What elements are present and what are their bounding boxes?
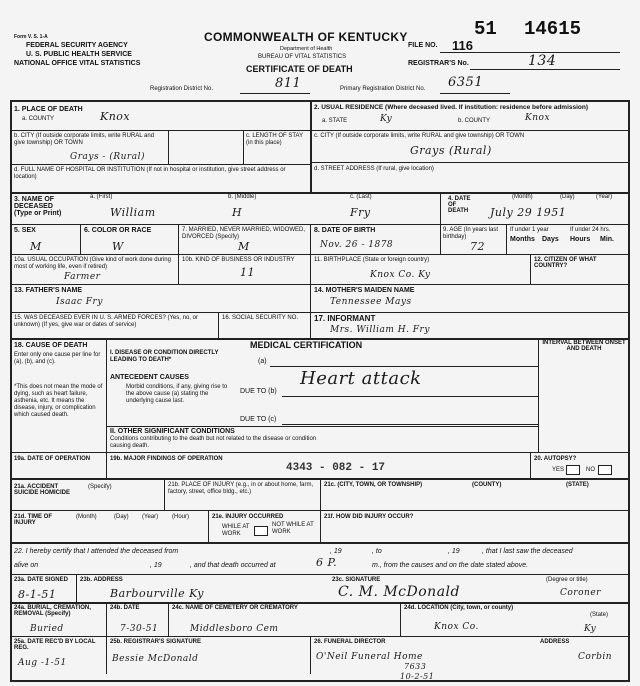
time-col-year: (Year) xyxy=(142,514,159,520)
pod-county-value: Knox xyxy=(100,110,131,123)
cause-section-note: Enter only one cause per line for (a), (b), and (c). xyxy=(14,352,101,365)
degree-value: Coroner xyxy=(560,588,601,598)
cert-line-2c: , and that death occurred at xyxy=(190,562,276,569)
age-days: Days xyxy=(542,236,559,243)
armed-forces-label: 15. WAS DECEASED EVER IN U. S. ARMED FORCES? (Yes, no, or unknown) (If yes, give war or dates of service) xyxy=(14,315,198,328)
certificate-title: CERTIFICATE OF DEATH xyxy=(246,64,353,74)
race-value: W xyxy=(112,240,124,253)
cert-line-1e: , that I last saw the deceased xyxy=(482,548,573,555)
place-of-death-section: 1. PLACE OF DEATH xyxy=(14,106,83,113)
funeral-director-value: O'Neil Funeral Home xyxy=(316,652,423,662)
registrar-signature-label: 25b. REGISTRAR'S SIGNATURE xyxy=(110,639,201,645)
res-county-label: b. COUNTY xyxy=(458,118,491,124)
pod-county-label: a. COUNTY xyxy=(22,116,55,122)
funeral-address-value: Corbin xyxy=(578,652,613,662)
burial-label: 24a. BURIAL, CREMATION, REMOVAL (Specify) xyxy=(14,605,91,617)
cert-line-1c: , to xyxy=(372,548,382,555)
interval-label: INTERVAL BETWEEN ONSET AND DEATH xyxy=(542,340,626,352)
primary-district-label: Primary Registration District No. xyxy=(340,86,426,92)
funeral-address-label: ADDRESS xyxy=(540,639,570,645)
morbid-note: Morbid conditions, if any, giving rise to the above cause (a) stating the underlying cause last. xyxy=(126,384,228,404)
cert-line-2d: m., from the causes and on the date stated above. xyxy=(372,562,529,569)
agency-line-2: U. S. PUBLIC HEALTH SERVICE xyxy=(26,51,132,58)
funeral-director-label: 26. FUNERAL DIRECTOR xyxy=(314,639,386,645)
file-no-value: 116 xyxy=(452,38,473,53)
residence-section: 2. USUAL RESIDENCE (Where deceased lived. If institution: residence before admission) xyxy=(314,104,589,111)
res-state-label: a. STATE xyxy=(322,118,348,124)
res-city-value: Grays (Rural) xyxy=(410,144,492,157)
marital-label: 7. MARRIED, NEVER MARRIED, WIDOWED, DIVORCED (Specify) xyxy=(182,227,306,240)
agency-line-3: NATIONAL OFFICE VITAL STATISTICS xyxy=(14,60,141,67)
operation-date-label: 19a. DATE OF OPERATION xyxy=(14,456,91,462)
birth-label: 8. DATE OF BIRTH xyxy=(314,227,376,234)
autopsy-no-checkbox[interactable] xyxy=(598,465,612,475)
pod-city-value: Grays - (Rural) xyxy=(70,152,145,162)
a-label: (a) xyxy=(258,358,267,365)
burial-date-value: 7-30-51 xyxy=(120,624,159,634)
bottom-stamp-2: 10-2-51 xyxy=(400,672,435,681)
primary-district-value: 6351 xyxy=(448,75,484,90)
business-label: 10b. KIND OF BUSINESS OR INDUSTRY xyxy=(182,257,295,263)
bureau: BUREAU OF VITAL STATISTICS xyxy=(258,54,347,60)
res-county-value: Knox xyxy=(525,113,551,123)
time-col-hour: (Hour) xyxy=(172,514,190,520)
department: Department of Health xyxy=(280,46,333,52)
dod-day-label: (Day) xyxy=(560,194,575,200)
date-of-death-label: 4. DATE OF DEATH xyxy=(448,196,471,214)
injury-occurred-label: 21e. INJURY OCCURRED xyxy=(212,514,284,520)
accident-label: 21a. ACCIDENT SUICIDE HOMICIDE xyxy=(14,484,71,496)
place-of-injury-label: 21b. PLACE OF INJURY (e.g., in or about home, farm, factory, street, office bldg., etc.) xyxy=(168,482,314,495)
registrar-no-label: REGISTRAR'S No. xyxy=(408,60,469,67)
cert-address-label: 23b. ADDRESS xyxy=(80,577,123,583)
birthplace-value: Knox Co. Ky xyxy=(370,270,431,280)
not-while-at-work-label: NOT WHILE AT WORK xyxy=(272,522,314,535)
sex-value: M xyxy=(30,240,42,253)
while-at-work-label: WHILE AT WORK xyxy=(222,524,250,537)
due-to-b-label: DUE TO (b) xyxy=(240,388,277,395)
how-injury-label: 21f. HOW DID INJURY OCCUR? xyxy=(324,514,414,520)
location-state-value: Ky xyxy=(584,624,597,634)
injury-city-label: 21c. (CITY, TOWN, OR TOWNSHIP) xyxy=(324,482,423,488)
accident-specify-label: (Specify) xyxy=(88,484,112,490)
date-signed-value: 8-1-51 xyxy=(18,588,57,601)
autopsy-yes-checkbox[interactable] xyxy=(566,465,580,475)
pod-hospital-label: d. FULL NAME OF HOSPITAL OR INSTITUTION (If not in hospital or institution, give street address or location) xyxy=(14,167,286,180)
father-label: 13. FATHER'S NAME xyxy=(14,287,83,294)
registration-district-value: 811 xyxy=(275,76,302,91)
death-time-value: 6 P. xyxy=(316,556,338,569)
date-of-death-value: July 29 1951 xyxy=(490,206,567,219)
cert-address-value: Barbourville Ky xyxy=(110,587,204,600)
age-under-24h: If under 24 hrs. xyxy=(570,227,611,233)
res-city-label: c. CITY (If outside corporate limits, write RURAL and give township) OR TOWN xyxy=(314,133,525,139)
birthplace-label: 11. BIRTHPLACE (State or foreign country) xyxy=(314,257,430,263)
first-name-value: William xyxy=(110,206,156,219)
registrar-no-value: 134 xyxy=(528,53,557,69)
informant-label: 17. INFORMANT xyxy=(314,314,376,323)
cert-line-2b: , 19 xyxy=(150,562,162,569)
marital-value: M xyxy=(238,240,250,253)
occupation-label: 10a. USUAL OCCUPATION (Give kind of work done during most of working life, even if retired) xyxy=(14,257,171,270)
degree-label: (Degree or title) xyxy=(546,577,588,583)
res-street-label: d. STREET ADDRESS (If rural, give location) xyxy=(314,166,434,172)
form-number: Form V. S. 1-A xyxy=(14,34,48,40)
age-min: Min. xyxy=(600,236,614,243)
antecedent-label: ANTECEDENT CAUSES xyxy=(110,374,189,381)
age-hours: Hours xyxy=(570,236,591,243)
while-at-work-checkbox[interactable] xyxy=(254,526,268,536)
name-section: 3. NAME OF DECEASED (Type or Print) xyxy=(14,196,62,217)
age-under-1y: If under 1 year xyxy=(510,227,549,233)
informant-value: Mrs. William H. Fry xyxy=(330,325,430,335)
other-conditions-label: II. OTHER SIGNIFICANT CONDITIONS xyxy=(110,428,235,435)
res-state-value: Ky xyxy=(380,114,393,124)
ssn-label: 16. SOCIAL SECURITY NO. xyxy=(222,315,299,321)
signature-value: C. M. McDonald xyxy=(338,584,460,600)
location-value: Knox Co. xyxy=(434,622,479,632)
pod-stay-label: c. LENGTH OF STAY (in this place) xyxy=(246,133,304,146)
state-title: COMMONWEALTH OF KENTUCKY xyxy=(204,30,408,44)
sex-label: 5. SEX xyxy=(14,227,36,234)
time-col-month: (Month) xyxy=(76,514,97,520)
cemetery-label: 24c. NAME OF CEMETERY OR CREMATORY xyxy=(172,605,298,611)
father-value: Isaac Fry xyxy=(56,297,103,307)
last-name-label: c. (Last) xyxy=(350,194,372,200)
stamp-number: 4343 - 082 - 17 xyxy=(286,462,386,474)
time-of-injury-label: 21d. TIME OF INJURY xyxy=(14,514,53,526)
agency-line-1: FEDERAL SECURITY AGENCY xyxy=(26,42,128,49)
due-to-c-label: DUE TO (c) xyxy=(240,416,277,423)
signature-label: 23c. SIGNATURE xyxy=(332,577,381,583)
middle-name-label: b. (Middle) xyxy=(228,194,257,200)
due-to-b-value: Heart attack xyxy=(300,368,422,389)
cert-line-1b: , 19 xyxy=(330,548,342,555)
business-value: 11 xyxy=(240,266,255,279)
registration-district-label: Registration District No. xyxy=(150,86,214,92)
cause-footnote: *This does not mean the mode of dying, such as heart failure, asthenia, etc. It means the disease, injury, or complication which caused death. xyxy=(14,384,103,418)
last-name-value: Fry xyxy=(350,206,371,219)
dod-year-label: (Year) xyxy=(596,194,613,200)
file-no-label: FILE NO. xyxy=(408,42,438,49)
bottom-stamp-1: 7633 xyxy=(404,662,427,671)
location-state-label: (State) xyxy=(590,612,609,618)
cert-line-1a: 22. I hereby certify that I attended the deceased from xyxy=(14,548,179,555)
cause-section-label: 18. CAUSE OF DEATH xyxy=(14,342,88,349)
injury-county-label: (COUNTY) xyxy=(472,482,502,488)
file-stamp-1: 51 xyxy=(474,18,497,40)
time-col-day: (Day) xyxy=(114,514,129,520)
medical-certification-title: MEDICAL CERTIFICATION xyxy=(250,340,363,350)
operation-findings-label: 19b. MAJOR FINDINGS OF OPERATION xyxy=(110,456,223,462)
age-label: 9. AGE (In years last birthday) xyxy=(443,227,499,240)
middle-name-value: H xyxy=(232,206,243,219)
registrar-signature-value: Bessie McDonald xyxy=(112,654,199,664)
burial-value: Buried xyxy=(30,624,64,634)
burial-date-label: 24b. DATE xyxy=(110,605,140,611)
autopsy-yes-label: YES xyxy=(552,467,565,473)
pod-city-label: b. CITY (If outside corporate limits, write RURAL and give township) OR TOWN xyxy=(14,133,155,146)
date-signed-label: 23a. DATE SIGNED xyxy=(14,577,68,583)
cert-line-1d: , 19 xyxy=(448,548,460,555)
other-conditions-note: Conditions contributing to the death but not related to the disease or condition causing death. xyxy=(110,436,317,449)
disease-label: I. DISEASE OR CONDITION DIRECTLY LEADING TO DEATH* xyxy=(110,350,219,363)
date-received-value: Aug -1-51 xyxy=(18,658,67,668)
first-name-label: a. (First) xyxy=(90,194,113,200)
injury-state-label: (STATE) xyxy=(566,482,589,488)
mother-value: Tennessee Mays xyxy=(330,297,412,307)
cert-line-2a: alive on xyxy=(14,562,39,569)
occupation-value: Farmer xyxy=(64,272,101,282)
mother-label: 14. MOTHER'S MAIDEN NAME xyxy=(314,287,415,294)
birth-value: Nov. 26 - 1878 xyxy=(320,240,394,250)
citizen-label: 12. CITIZEN OF WHAT COUNTRY? xyxy=(534,257,597,269)
age-months: Months xyxy=(510,236,535,243)
autopsy-no-label: NO xyxy=(586,467,595,473)
location-label: 24d. LOCATION (City, town, or county) xyxy=(404,605,514,611)
dod-month-label: (Month) xyxy=(512,194,533,200)
age-value: 72 xyxy=(470,240,485,253)
date-received-label: 25a. DATE REC'D BY LOCAL REG. xyxy=(14,639,96,651)
autopsy-label: 20. AUTOPSY? xyxy=(534,456,577,462)
cemetery-value: Middlesboro Cem xyxy=(190,624,279,634)
race-label: 6. COLOR OR RACE xyxy=(84,227,152,234)
file-stamp-2: 14615 xyxy=(524,18,582,40)
